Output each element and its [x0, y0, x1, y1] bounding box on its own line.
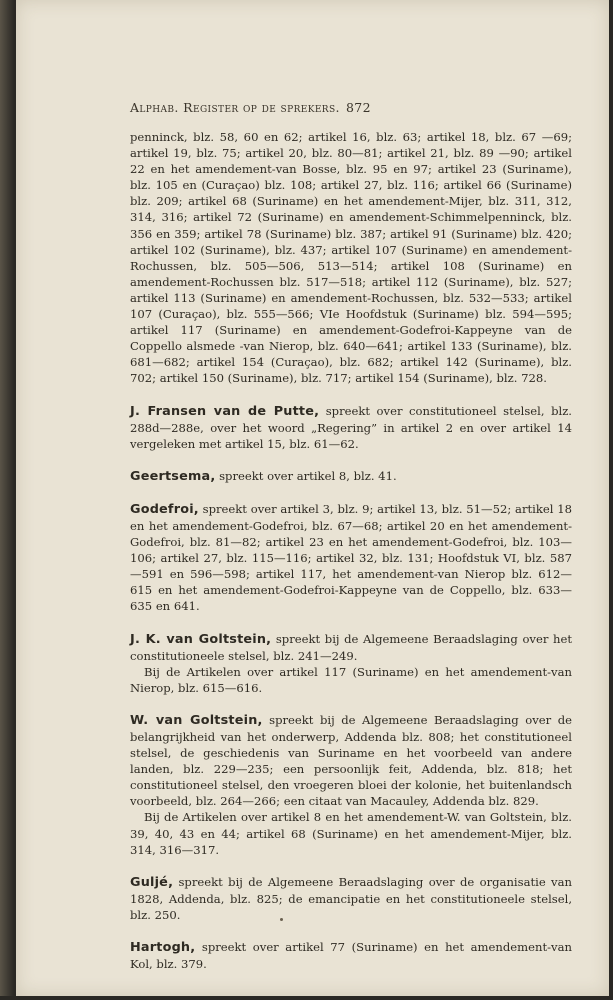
- entry-paragraph: Bij de Artikelen over artikel 117 (Suriname) en het amendement-van Nierop, blz. 615—616.: [130, 664, 572, 695]
- speaker-name: Geertsema,: [130, 468, 216, 484]
- entry-continuation: penninck, blz. 58, 60 en 62; artikel 16, blz. 63; artikel 18, blz. 67 —69; artikel 19, blz. 75; artikel 20, blz. 80—81; artikel 21, blz. 89 —90; artikel 22 en het amendement-van Bosse, blz. 95 en 97; artikel 23 (Suriname), blz. 105 en (Curaçao) blz. 108; artikel 27, blz. 116; artikel 66 (Suriname) blz. 209; artikel 68 (Suriname) en het amendement-Mijer, blz. 311, 312, 314, 316; artikel 72 (Suriname) en amendement-Schimmelpenninck, blz. 356 en 359; artikel 78 (Suriname) blz. 387; artikel 91 (Suriname) blz. 420; artikel 102 (Suriname), blz. 437; artikel 107 (Suriname) en amendement-Rochussen, blz. 505—506, 513—514; artikel 108 (Suriname) en amendement-Rochussen blz. 517—518; artikel 112 (Suriname), blz. 527; artikel 113 (Suriname) en amendement-Rochussen, blz. 532—533; artikel 107 (Curaçao), blz. 555—566; VIe Hoofdstuk (Suriname) blz. 594—595; artikel 117 (Suriname) en amendement-Godefroi-Kappeyne van de Coppello alsmede -van Nierop, blz. 640—641; artikel 133 (Suriname), blz. 681—682; artikel 154 (Curaçao), blz. 682; artikel 142 (Suriname), blz. 702; artikel 150 (Suriname), blz. 717; artikel 154 (Suriname), blz. 728.: [130, 130, 572, 386]
- speaker-name: J. K. van Goltstein,: [130, 631, 272, 647]
- entry-jk-van-goltstein: J. K. van Goltstein, spreekt bij de Algemeene Beraadslaging over het constitutioneele stelsel, blz. 241—249.: [130, 631, 572, 663]
- speaker-name: J. Fransen van de Putte,: [130, 403, 320, 419]
- page-number: 872: [345, 100, 371, 115]
- entry-w-van-goltstein: W. van Goltstein, spreekt bij de Algemeene Beraadslaging over de belangrijkheid van het onderwerp, Addenda blz. 808; het constitutioneel stelsel, de geschiedenis van Suriname en het voorbeeld van andere landen, blz. 229—235; een persoonlijk feit, Addenda, blz. 818; het constitutioneel stelsel, den vroegeren bloei der kolonie, het buitenlandsch voorbeeld, blz. 264—266; een citaat van Macauley, Addenda blz. 829.: [130, 712, 572, 809]
- book-page: [16, 0, 609, 996]
- entry-gulje: Guljé, spreekt bij de Algemeene Beraadslaging over de organisatie van 1828, Addenda, blz. 825; de emancipatie en het constitutioneele stelsel, blz. 250.: [130, 874, 572, 922]
- entry-paragraph: Bij de Artikelen over artikel 8 en het amendement-W. van Goltstein, blz. 39, 40, 43 en 44; artikel 68 (Suriname) en het amendement-Mijer, blz. 314, 316—317.: [130, 810, 572, 857]
- register-content: [130, 129, 572, 972]
- running-title: Alphab. Register op de sprekers.: [130, 100, 340, 115]
- speaker-name: Guljé,: [130, 874, 174, 890]
- speaker-name: Godefroi,: [130, 501, 199, 517]
- print-speck: [280, 918, 283, 921]
- entry-hartogh: Hartogh, spreekt over artikel 77 (Suriname) en het amendement-van Kol, blz. 379.: [130, 940, 572, 972]
- book-gutter: [0, 0, 14, 996]
- entry-geertsema: Geertsema, spreekt over artikel 8, blz. 41.: [130, 468, 397, 484]
- speaker-name: Hartogh,: [130, 940, 196, 956]
- running-header: [130, 100, 371, 115]
- entry-fransen-van-de-putte: J. Fransen van de Putte, spreekt over constitutioneel stelsel, blz. 288d—288e, over het woord „Regering” in artikel 2 en over artikel 14 vergeleken met artikel 15, blz. 61—62.: [130, 403, 572, 451]
- speaker-name: W. van Goltstein,: [130, 712, 263, 728]
- entry-godefroi: Godefroi, spreekt over artikel 3, blz. 9; artikel 13, blz. 51—52; artikel 18 en het amendement-Godefroi, blz. 67—68; artikel 20 en het amendement-Godefroi, blz. 81—82; artikel 23 en het amendement-Godefroi, blz. 103—106; artikel 27, blz. 115—116; artikel 32, blz. 131; Hoofdstuk VI, blz. 587—591 en 596—598; artikel 117, het amendement-van Nierop blz. 612—615 en het amendement-Godefroi-Kappeyne van de Coppello, blz. 633—635 en 641.: [130, 501, 572, 614]
